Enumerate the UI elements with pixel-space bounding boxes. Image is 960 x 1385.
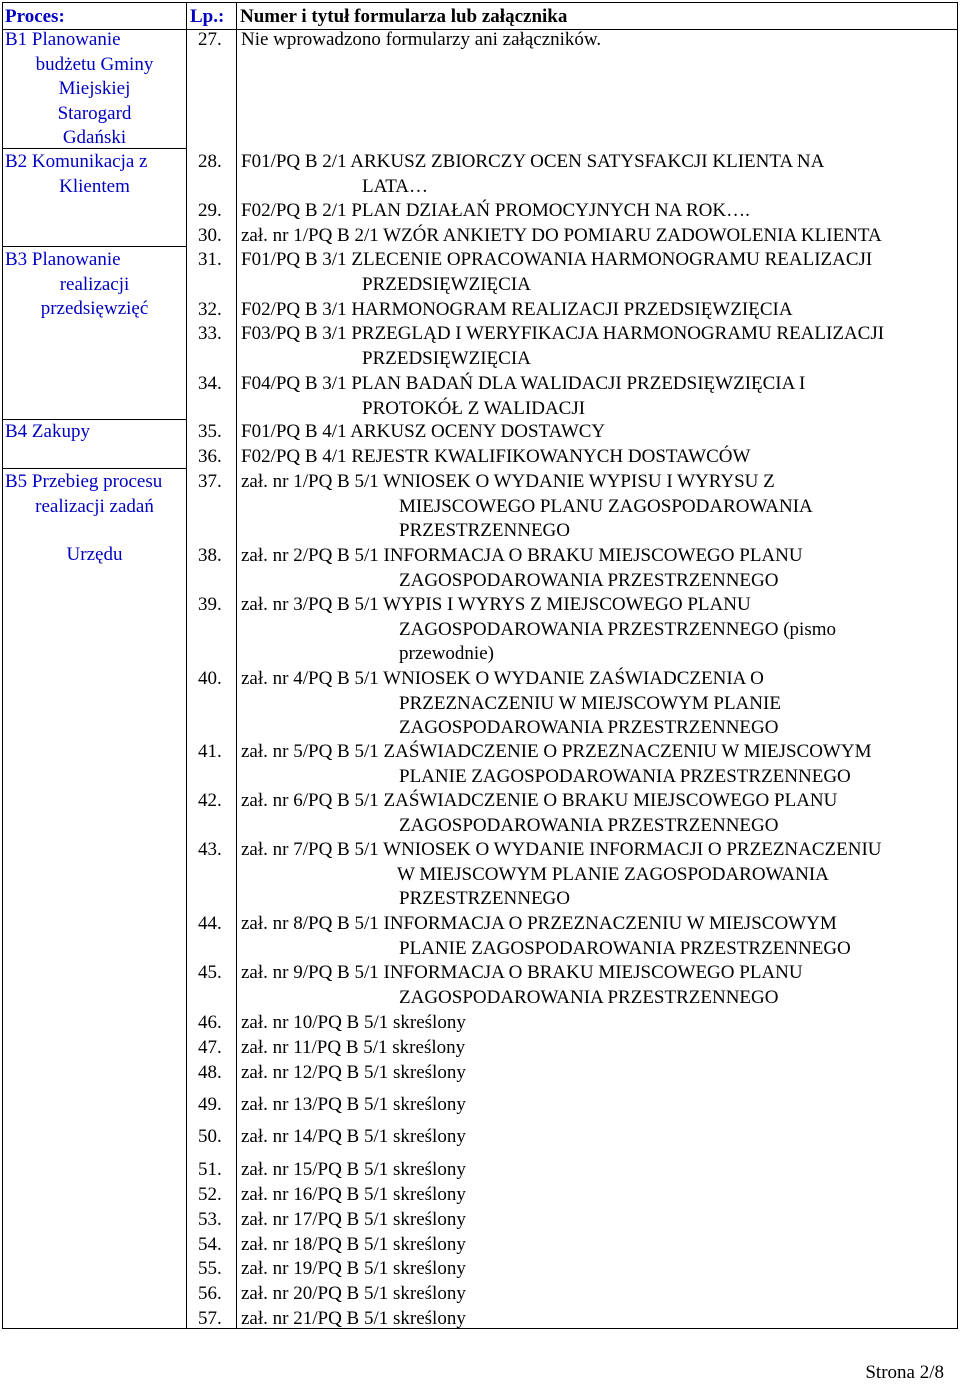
form-title-line: F04/PQ B 3/1 PLAN BADAŃ DLA WALIDACJI PRZEDSIĘWZIĘCIA I [241, 373, 806, 394]
form-title-line: zał. nr 3/PQ B 5/1 WYPIS I WYRYS Z MIEJSCOWEGO PLANU [241, 594, 751, 615]
process-label-line: Klientem [59, 175, 130, 197]
form-title [241, 322, 953, 371]
process-label-line: B1 Planowanie [5, 29, 121, 50]
form-number: 52. [198, 1184, 222, 1205]
process-label-line: B2 Komunikacja z [5, 151, 148, 172]
form-title-line: zał. nr 6/PQ B 5/1 ZAŚWIADCZENIE O BRAKU MIEJSCOWEGO PLANU [241, 790, 838, 811]
form-title-line: zał. nr 17/PQ B 5/1 skreślony [241, 1209, 466, 1230]
form-title-line: zał. nr 18/PQ B 5/1 skreślony [241, 1234, 466, 1255]
process-label-line: B3 Planowanie [5, 249, 121, 270]
form-title-line: F02/PQ B 3/1 HARMONOGRAM REALIZACJI PRZEDSIĘWZIĘCIA [241, 299, 793, 320]
form-number: 30. [198, 225, 222, 246]
form-title-line: zał. nr 14/PQ B 5/1 skreślony [241, 1126, 466, 1147]
form-title-line: ZAGOSPODAROWANIA PRZESTRZENNEGO [399, 569, 779, 591]
form-number: 49. [198, 1094, 222, 1115]
form-number: 33. [198, 323, 222, 344]
form-title [241, 150, 953, 199]
form-number: 35. [198, 421, 222, 442]
form-title-line: zał. nr 13/PQ B 5/1 skreślony [241, 1094, 466, 1115]
process-label-line: Gdański [62, 127, 127, 148]
form-title-line: zał. nr 19/PQ B 5/1 skreślony [241, 1258, 466, 1279]
form-title [241, 789, 953, 838]
form-number: 42. [198, 790, 222, 811]
form-title [241, 1036, 953, 1061]
process-label-line: przedsięwzięć [40, 298, 149, 319]
form-title [241, 961, 953, 1010]
form-title-line: zał. nr 5/PQ B 5/1 ZAŚWIADCZENIE O PRZEZNACZENIU W MIEJSCOWYM [241, 741, 872, 762]
form-title [241, 420, 953, 445]
form-title-line: zał. nr 1/PQ B 2/1 WZÓR ANKIETY DO POMIARU ZADOWOLENIA KLIENTA [241, 225, 882, 246]
form-title-line: zał. nr 1/PQ B 5/1 WNIOSEK O WYDANIE WYPISU I WYRYSU Z [241, 471, 775, 492]
form-title [241, 1158, 953, 1183]
form-title-line: zał. nr 15/PQ B 5/1 skreślony [241, 1159, 466, 1180]
form-number: 31. [198, 249, 222, 270]
form-number: 32. [198, 299, 222, 320]
process-label-line: B4 Zakupy [5, 421, 90, 442]
form-number: 37. [198, 471, 222, 492]
process-divider [3, 468, 186, 469]
process-label-line: B5 Przebieg procesu [5, 471, 163, 492]
form-title [241, 28, 953, 53]
form-title-line: zał. nr 12/PQ B 5/1 skreślony [241, 1062, 466, 1083]
form-number: 40. [198, 668, 222, 689]
form-title-line: PROTOKÓŁ Z WALIDACJI [362, 397, 586, 419]
form-title-line: zał. nr 4/PQ B 5/1 WNIOSEK O WYDANIE ZAŚWIADCZENIA O [241, 668, 764, 689]
form-number: 55. [198, 1258, 222, 1279]
form-number: 43. [198, 839, 222, 860]
form-title [241, 1282, 953, 1307]
form-title-line: zał. nr 11/PQ B 5/1 skreślony [241, 1037, 466, 1058]
process-cell [3, 28, 186, 151]
form-title [241, 199, 953, 224]
process-divider [3, 246, 186, 247]
form-number: 36. [198, 446, 222, 467]
form-title-line: przewodnie) [399, 643, 494, 664]
form-title-line: zał. nr 21/PQ B 5/1 skreślony [241, 1308, 466, 1329]
form-title-line: zał. nr 20/PQ B 5/1 skreślony [241, 1283, 466, 1304]
form-number: 46. [198, 1012, 222, 1033]
form-number: 48. [198, 1062, 222, 1083]
process-cell [3, 248, 186, 322]
form-number: 56. [198, 1283, 222, 1304]
form-title [241, 667, 953, 741]
form-number: 29. [198, 200, 222, 221]
form-title-line: ZAGOSPODAROWANIA PRZESTRZENNEGO [399, 986, 779, 1008]
form-title-line: zał. nr 9/PQ B 5/1 INFORMACJA O BRAKU MIEJSCOWEGO PLANU [241, 962, 803, 983]
process-label-line: realizacji [59, 273, 130, 295]
page-number: Strona 2/8 [865, 1362, 944, 1383]
form-title-line: zał. nr 7/PQ B 5/1 WNIOSEK O WYDANIE INFORMACJI O PRZEZNACZENIU [241, 839, 882, 860]
form-title-line: zał. nr 10/PQ B 5/1 skreślony [241, 1012, 466, 1033]
form-title [241, 838, 953, 912]
process-label-line: Starogard [57, 102, 132, 124]
form-title [241, 593, 953, 667]
form-number: 44. [198, 913, 222, 934]
process-label-line: Urzędu [66, 544, 123, 565]
form-title-line: ZAGOSPODAROWANIA PRZESTRZENNEGO [399, 814, 779, 836]
form-number: 38. [198, 545, 222, 566]
form-title-line: PLANIE ZAGOSPODAROWANIA PRZESTRZENNEGO [399, 937, 851, 959]
form-title-line: F01/PQ B 4/1 ARKUSZ OCENY DOSTAWCY [241, 421, 606, 442]
document-table [2, 2, 958, 1329]
form-title [241, 1233, 953, 1258]
form-number: 28. [198, 151, 222, 172]
form-title-line: F01/PQ B 3/1 ZLECENIE OPRACOWANIA HARMONOGRAMU REALIZACJI [241, 249, 873, 270]
form-number: 51. [198, 1159, 222, 1180]
form-number: 39. [198, 594, 222, 615]
form-title-line: Nie wprowadzono formularzy ani załączników. [241, 29, 602, 50]
form-title [241, 1125, 953, 1150]
process-cell [3, 470, 186, 568]
form-title-line: PRZEDSIĘWZIĘCIA [362, 273, 531, 295]
column-divider-process [186, 3, 187, 1328]
form-title [241, 1061, 953, 1086]
form-title [241, 470, 953, 544]
form-title-line: PRZEDSIĘWZIĘCIA [362, 347, 531, 369]
form-title-line: PRZEZNACZENIU W MIEJSCOWYM PLANIE [399, 692, 781, 714]
form-number: 54. [198, 1234, 222, 1255]
form-number: 53. [198, 1209, 222, 1230]
form-title [241, 1257, 953, 1282]
form-title [241, 1011, 953, 1036]
form-title-line: MIEJSCOWEGO PLANU ZAGOSPODAROWANIA [399, 495, 813, 517]
form-number: 45. [198, 962, 222, 983]
form-title-line: F03/PQ B 3/1 PRZEGLĄD I WERYFIKACJA HARMONOGRAMU REALIZACJI [241, 323, 885, 344]
form-title [241, 740, 953, 789]
form-title-line: ZAGOSPODAROWANIA PRZESTRZENNEGO (pismo [399, 618, 837, 640]
header-process: Proces: [5, 6, 65, 27]
form-title-line: F02/PQ B 2/1 PLAN DZIAŁAŃ PROMOCYJNYCH NA ROK…. [241, 200, 750, 221]
process-label-line: realizacji zadań [35, 495, 154, 517]
form-number: 57. [198, 1308, 222, 1329]
form-number: 41. [198, 741, 222, 762]
form-title [241, 1307, 953, 1332]
form-number: 27. [198, 29, 222, 50]
form-title-line: zał. nr 8/PQ B 5/1 INFORMACJA O PRZEZNACZENIU W MIEJSCOWYM [241, 913, 837, 934]
form-title [241, 248, 953, 297]
form-title-line: PLANIE ZAGOSPODAROWANIA PRZESTRZENNEGO [399, 765, 851, 787]
form-title [241, 298, 953, 323]
form-title [241, 1208, 953, 1233]
form-number: 50. [198, 1126, 222, 1147]
form-title [241, 544, 953, 593]
form-title [241, 445, 953, 470]
form-title-line: ZAGOSPODAROWANIA PRZESTRZENNEGO [399, 717, 779, 738]
form-title [241, 912, 953, 961]
form-title-line: PRZESTRZENNEGO [399, 520, 570, 541]
form-title-line: LATA… [362, 175, 429, 197]
header-number: Lp.: [190, 6, 225, 27]
process-label-line: Miejskiej [58, 78, 131, 99]
column-divider-number [236, 3, 237, 1328]
form-title [241, 224, 953, 249]
form-title [241, 1183, 953, 1208]
form-title [241, 372, 953, 421]
form-title [241, 1093, 953, 1118]
form-number: 34. [198, 373, 222, 394]
process-cell [3, 150, 186, 199]
process-label-line: budżetu Gminy [35, 53, 154, 75]
process-cell [3, 420, 186, 445]
form-title-line: zał. nr 2/PQ B 5/1 INFORMACJA O BRAKU MIEJSCOWEGO PLANU [241, 545, 803, 566]
form-title-line: PRZESTRZENNEGO [399, 888, 570, 909]
form-title-line: F02/PQ B 4/1 REJESTR KWALIFIKOWANYCH DOSTAWCÓW [241, 446, 751, 467]
header-title: Numer i tytuł formularza lub załącznika [240, 6, 568, 27]
form-title-line: W MIEJSCOWYM PLANIE ZAGOSPODAROWANIA [397, 863, 829, 885]
form-number: 47. [198, 1037, 222, 1058]
form-title-line: F01/PQ B 2/1 ARKUSZ ZBIORCZY OCEN SATYSFAKCJI KLIENTA NA [241, 151, 825, 172]
form-title-line: zał. nr 16/PQ B 5/1 skreślony [241, 1184, 466, 1205]
